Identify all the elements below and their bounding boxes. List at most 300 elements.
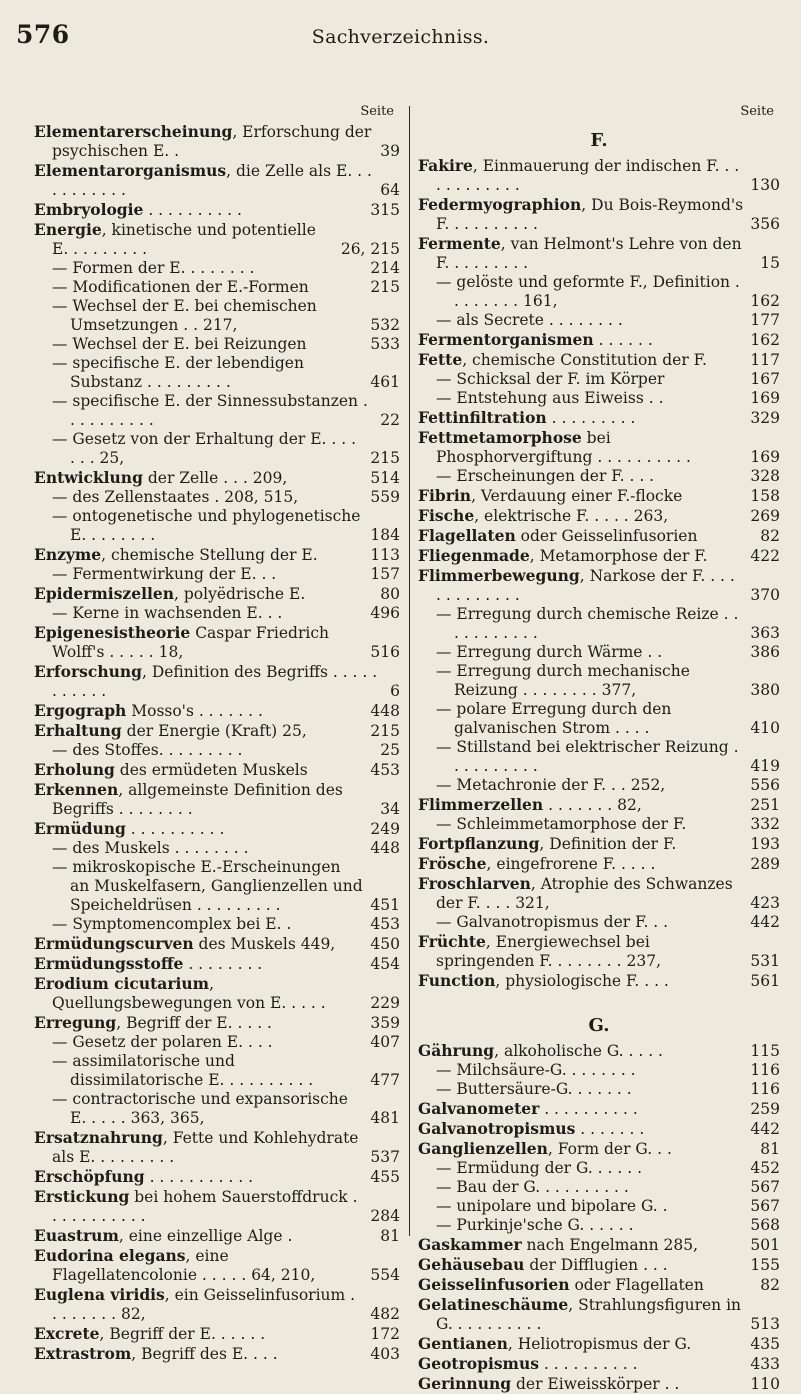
index-entry <box>418 428 780 467</box>
entry-pages: 116 <box>750 1061 780 1079</box>
entry-headword: Flimmerzellen <box>418 795 544 814</box>
letter-heading: F. <box>590 130 608 151</box>
entry-text <box>52 335 364 354</box>
entry-text <box>418 1119 744 1139</box>
entry-description: , chemische Constitution der F. <box>462 351 707 369</box>
entry-headword: Embryologie <box>34 200 144 219</box>
entry-pages: 450 <box>370 935 400 953</box>
entry-pages: 433 <box>750 1355 780 1373</box>
entry-pages: 453 <box>370 915 400 933</box>
index-entry <box>34 1285 400 1324</box>
entry-pages: 559 <box>370 488 400 506</box>
entry-description: Mosso's . . . . . . . <box>126 702 263 720</box>
entry-text <box>52 507 364 545</box>
index-entry <box>418 1354 780 1374</box>
page-header <box>0 20 801 60</box>
entry-pages: 214 <box>370 259 400 277</box>
entry-text <box>34 1324 364 1344</box>
entry-text <box>52 259 364 278</box>
entry-pages: 329 <box>750 409 780 427</box>
column-divider <box>409 106 410 1236</box>
index-entry <box>34 584 400 604</box>
entry-pages: 167 <box>750 370 780 388</box>
index-entry <box>34 741 400 760</box>
entry-text <box>34 780 374 819</box>
entry-text <box>52 858 364 915</box>
entry-headword: Flagellaten <box>418 526 516 545</box>
entry-headword: Gelatineschäume <box>418 1295 569 1314</box>
index-entry <box>418 1139 780 1159</box>
index-entry <box>418 854 780 874</box>
entry-headword: Fettmetamorphose <box>418 428 582 447</box>
entry-description: — Gesetz der polaren E. . . . <box>52 1033 273 1051</box>
entry-pages: 117 <box>750 351 780 369</box>
entry-text <box>418 932 744 971</box>
entry-description: — Erregung durch Wärme . . <box>436 643 663 661</box>
entry-description: — polare Erregung durch den galvanischen Strom . . . . <box>436 700 672 737</box>
entry-headword: Fettinfiltration <box>418 408 547 427</box>
entry-description: — ontogenetische und phylogenetische E. . . . . . . . <box>52 507 361 544</box>
index-entry <box>34 1344 400 1364</box>
entry-description: bei hohem Sauerstoffdruck . . . . . . . . . . . <box>52 1188 358 1225</box>
entry-text <box>34 1344 364 1364</box>
entry-text <box>436 662 744 700</box>
entry-pages: 514 <box>370 469 400 487</box>
entry-description: — Schicksal der F. im Körper <box>436 370 665 388</box>
entry-text <box>52 839 364 858</box>
index-entry <box>418 1041 780 1061</box>
index-entry <box>418 1099 780 1119</box>
entry-description: , Energiewechsel bei springenden F. . . . . . . . 237, <box>436 933 661 970</box>
entry-description: , eingefrorene F. . . . . <box>486 855 656 873</box>
seite-label: Seite <box>740 104 774 119</box>
entry-description: — Wechsel der E. bei Reizungen <box>52 335 307 353</box>
entry-pages: 82 <box>760 1276 780 1294</box>
entry-pages: 215 <box>370 449 400 467</box>
entry-text <box>436 1216 744 1235</box>
entry-pages: 229 <box>370 994 400 1012</box>
index-entry <box>418 370 780 389</box>
entry-pages: 482 <box>370 1305 400 1323</box>
entry-description: , physiologische F. . . . <box>495 972 669 990</box>
entry-description: — Erscheinungen der F. . . . <box>436 467 655 485</box>
entry-description: , Definition des Begriffs . . . . . . . . . . . <box>52 663 378 700</box>
entry-description: . . . . . . . . . . <box>538 1355 638 1373</box>
entry-pages: 454 <box>370 955 400 973</box>
index-column-left <box>34 104 400 1364</box>
index-entry <box>418 874 780 913</box>
entry-headword: Fliegenmade <box>418 546 530 565</box>
entry-description: . . . . . . . . . <box>546 409 636 427</box>
index-entry <box>418 486 780 506</box>
entry-pages: 501 <box>750 1236 780 1254</box>
index-entries <box>418 1041 780 1394</box>
entry-description: . . . . . . . . . . <box>125 820 225 838</box>
entry-text <box>34 1167 364 1187</box>
entry-headword: Fette <box>418 350 463 369</box>
entry-text <box>34 760 364 780</box>
index-entry <box>418 643 780 662</box>
entry-description: — Ermüdung der G. . . . . . <box>436 1159 643 1177</box>
index-entry <box>34 1128 400 1167</box>
entry-pages: 532 <box>370 316 400 334</box>
entry-pages: 158 <box>750 487 780 505</box>
index-entry <box>34 1090 400 1128</box>
entry-text <box>34 954 364 974</box>
index-entry <box>418 156 780 195</box>
entry-description: , van Helmont's Lehre von den F. . . . . . . . . <box>436 235 742 272</box>
entry-pages: 110 <box>750 1375 780 1393</box>
entry-pages: 130 <box>750 176 780 194</box>
entry-description: , Heliotropismus der G. <box>507 1335 692 1353</box>
entry-description: , Atrophie des Schwanzes der F. . . . 321, <box>436 875 733 912</box>
entry-headword: Gerinnung <box>418 1374 512 1393</box>
index-entry <box>34 954 400 974</box>
entry-pages: 169 <box>750 389 780 407</box>
entry-text <box>52 565 364 584</box>
entry-headword: Erstickung <box>34 1187 130 1206</box>
entry-text <box>418 546 744 566</box>
entry-pages: 356 <box>750 215 780 233</box>
entry-headword: Ermüdungscurven <box>34 934 194 953</box>
index-entry <box>418 1275 780 1295</box>
entry-pages: 435 <box>750 1335 780 1353</box>
entry-pages: 455 <box>370 1168 400 1186</box>
entry-headword: Ganglienzellen <box>418 1139 548 1158</box>
entry-headword: Entwicklung <box>34 468 143 487</box>
entry-text <box>436 913 744 932</box>
entry-description: — Purkinje'sche G. . . . . . <box>436 1216 634 1234</box>
entry-headword: Extrastrom <box>34 1344 132 1363</box>
entry-description: — Erregung durch mechanische Reizung . . . . . . . . 377, <box>436 662 690 699</box>
entry-headword: Ergograph <box>34 701 127 720</box>
entry-pages: 448 <box>370 839 400 857</box>
entry-description: , allgemeinste Definition des Begriffs . . . . . . . . <box>52 781 343 818</box>
index-entry <box>34 200 400 220</box>
entry-description: , Metamorphose der F. <box>529 547 708 565</box>
entry-description: nach Engelmann 285, <box>521 1236 699 1254</box>
entry-headword: Energie <box>34 220 102 239</box>
entry-headword: Euglena viridis <box>34 1285 165 1304</box>
entry-text <box>418 330 744 350</box>
entry-description: — Milchsäure-G. . . . . . . . <box>436 1061 636 1079</box>
index-entry <box>34 259 400 278</box>
index-entry <box>418 738 780 776</box>
running-title: Sachverzeichniss. <box>311 26 490 48</box>
entry-text <box>34 1013 364 1033</box>
entry-pages: 452 <box>750 1159 780 1177</box>
entry-pages: 537 <box>370 1148 400 1166</box>
entry-description: , Einmauerung der indischen F. . . . . . . . . . . . <box>436 157 740 194</box>
entry-description: Caspar Friedrich Wolff's . . . . . 18, <box>52 624 329 661</box>
entry-description: , Verdauung einer F.-flocke <box>471 487 683 505</box>
entry-text <box>418 506 744 526</box>
seite-label: Seite <box>360 104 394 119</box>
entry-headword: Frösche <box>418 854 487 873</box>
entry-text <box>34 161 374 200</box>
entry-description: , polyëdrische E. <box>174 585 306 603</box>
entry-text <box>418 1041 744 1061</box>
entry-text <box>34 122 374 161</box>
entry-text <box>418 1255 744 1275</box>
entry-headword: Erkennen <box>34 780 119 799</box>
entry-text <box>436 738 744 776</box>
index-entry <box>34 545 400 565</box>
entry-pages: 81 <box>380 1227 400 1245</box>
entry-headword: Federmyographion <box>418 195 582 214</box>
entry-pages: 380 <box>750 681 780 699</box>
entry-description: der Difflugien . . . <box>524 1256 668 1274</box>
entry-description: — Formen der E. . . . . . . . <box>52 259 255 277</box>
entry-text <box>418 408 744 428</box>
entry-text <box>34 721 364 741</box>
entry-description: — Gesetz von der Erhaltung der E. . . . . . . 25, <box>52 430 357 467</box>
entry-description: , Begriff des E. . . . <box>131 1345 278 1363</box>
entry-text <box>34 1226 374 1246</box>
entry-pages: 116 <box>750 1080 780 1098</box>
entry-headword: Erschöpfung <box>34 1167 145 1186</box>
index-entry <box>418 1080 780 1099</box>
index-entry <box>418 776 780 795</box>
entry-pages: 451 <box>370 896 400 914</box>
entry-description: — Fermentwirkung der E. . . <box>52 565 277 583</box>
entry-description: , eine Flagellatencolonie . . . . . 64, 210, <box>52 1247 316 1284</box>
entry-text <box>34 545 364 565</box>
entry-pages: 315 <box>370 201 400 219</box>
index-entry <box>418 350 780 370</box>
index-entry <box>418 311 780 330</box>
entry-pages: 407 <box>370 1033 400 1051</box>
entry-pages: 249 <box>370 820 400 838</box>
entry-pages: 448 <box>370 702 400 720</box>
entry-text <box>52 354 364 392</box>
index-entry <box>34 839 400 858</box>
entry-text <box>418 195 744 234</box>
entry-text <box>34 584 374 604</box>
entry-text <box>436 1178 744 1197</box>
entry-text <box>52 1033 364 1052</box>
entry-description: — Symptomencomplex bei E. . <box>52 915 292 933</box>
index-entry <box>418 566 780 605</box>
index-entry <box>418 1255 780 1275</box>
entry-description: — specifische E. der lebendigen Substanz . . . . . . . . . <box>52 354 304 391</box>
entry-text <box>418 971 744 991</box>
index-entry <box>418 662 780 700</box>
entry-headword: Excrete <box>34 1324 100 1343</box>
entry-description: — contractorische und expansorische E. . . . . 363, 365, <box>52 1090 348 1127</box>
entry-description: . . . . . . . . . . . <box>144 1168 254 1186</box>
entry-headword: Epidermiszellen <box>34 584 174 603</box>
entry-pages: 6 <box>390 682 400 700</box>
index-entry <box>418 1159 780 1178</box>
entry-text <box>418 1295 744 1334</box>
entry-description: . . . . . . . 82, <box>543 796 642 814</box>
entry-pages: 184 <box>370 526 400 544</box>
entry-text <box>418 1139 754 1159</box>
entry-text <box>436 311 744 330</box>
entry-text <box>418 486 744 506</box>
index-entries <box>34 122 400 1364</box>
index-entry <box>34 468 400 488</box>
index-entry <box>34 488 400 507</box>
entry-text <box>52 1052 364 1090</box>
entry-text <box>52 741 374 760</box>
entry-text <box>418 350 744 370</box>
entry-description: — Metachronie der F. . . 252, <box>436 776 666 794</box>
letter-section <box>418 130 780 991</box>
entry-pages: 453 <box>370 761 400 779</box>
entry-headword: Fakire <box>418 156 473 175</box>
letter-heading: G. <box>588 1015 610 1036</box>
index-entries <box>418 156 780 991</box>
index-entry <box>34 430 400 468</box>
index-entry <box>418 1061 780 1080</box>
entry-pages: 22 <box>380 411 400 429</box>
entry-text <box>418 1099 744 1119</box>
entry-text <box>418 795 744 815</box>
entry-description: , elektrische F. . . . . 263, <box>474 507 669 525</box>
entry-pages: 25 <box>380 741 400 759</box>
entry-text <box>34 200 364 220</box>
entry-text <box>436 467 744 486</box>
index-entry <box>34 819 400 839</box>
entry-headword: Galvanometer <box>418 1099 540 1118</box>
entry-pages: 15 <box>760 254 780 272</box>
entry-pages: 34 <box>380 800 400 818</box>
index-entry <box>34 1033 400 1052</box>
entry-text <box>34 468 364 488</box>
entry-headword: Früchte <box>418 932 486 951</box>
index-entry <box>34 780 400 819</box>
index-entry <box>34 760 400 780</box>
entry-description: — Kerne in wachsenden E. . . <box>52 604 283 622</box>
entry-headword: Function <box>418 971 496 990</box>
index-entry <box>418 467 780 486</box>
entry-pages: 419 <box>750 757 780 775</box>
entry-description: , die Zelle als E. . . . . . . . . . . <box>52 162 372 199</box>
entry-pages: 26, 215 <box>340 240 400 258</box>
entry-pages: 496 <box>370 604 400 622</box>
entry-headword: Fische <box>418 506 475 525</box>
entry-text <box>418 234 754 273</box>
entry-headword: Elementarorganismus <box>34 161 227 180</box>
entry-text <box>52 430 364 468</box>
entry-description: . . . . . . . . <box>183 955 263 973</box>
entry-headword: Gaskammer <box>418 1235 522 1254</box>
entry-headword: Geisselinfusorien <box>418 1275 570 1294</box>
entry-description: , Strahlungsfiguren in G. . . . . . . . . . <box>436 1296 742 1333</box>
index-entry <box>34 623 400 662</box>
entry-pages: 172 <box>370 1325 400 1343</box>
entry-text <box>436 1061 744 1080</box>
entry-pages: 481 <box>370 1109 400 1127</box>
index-entry <box>418 546 780 566</box>
entry-pages: 215 <box>370 278 400 296</box>
entry-pages: 568 <box>750 1216 780 1234</box>
index-entry <box>418 1235 780 1255</box>
entry-headword: Ermüdung <box>34 819 126 838</box>
entry-description: — Wechsel der E. bei chemischen Umsetzungen . . 217, <box>52 297 317 334</box>
entry-text <box>436 1197 744 1216</box>
entry-headword: Ersatznahrung <box>34 1128 163 1147</box>
entry-pages: 513 <box>750 1315 780 1333</box>
index-entry <box>34 662 400 701</box>
entry-pages: 169 <box>750 448 780 466</box>
entry-description: — Schleimmetamorphose der F. <box>436 815 687 833</box>
index-entry <box>418 834 780 854</box>
page-number: 576 <box>16 20 70 49</box>
entry-pages: 269 <box>750 507 780 525</box>
entry-pages: 477 <box>370 1071 400 1089</box>
entry-text <box>34 662 384 701</box>
entry-description: , kinetische und potentielle E. . . . . . . . . <box>52 221 316 258</box>
index-entry <box>34 1013 400 1033</box>
index-entry <box>34 604 400 623</box>
index-entry <box>418 1178 780 1197</box>
entry-pages: 328 <box>750 467 780 485</box>
index-entry <box>418 1374 780 1394</box>
entry-pages: 155 <box>750 1256 780 1274</box>
entry-headword: Erregung <box>34 1013 117 1032</box>
entry-text <box>418 156 744 195</box>
entry-text <box>52 297 364 335</box>
entry-pages: 442 <box>750 913 780 931</box>
entry-text <box>418 854 744 874</box>
entry-pages: 82 <box>760 527 780 545</box>
entry-headword: Epigenesistheorie <box>34 623 191 642</box>
index-entry <box>418 605 780 643</box>
index-entry <box>418 330 780 350</box>
entry-description: — gelöste und geformte F., Definition . . . . . . . . 161, <box>436 273 740 310</box>
entry-pages: 561 <box>750 972 780 990</box>
entry-text <box>436 1159 744 1178</box>
entry-description: — Erregung durch chemische Reize . . . . . . . . . . . <box>436 605 739 642</box>
index-entry <box>418 700 780 738</box>
entry-headword: Erhaltung <box>34 721 122 740</box>
index-entry <box>418 1334 780 1354</box>
entry-description: der Zelle . . . 209, <box>142 469 288 487</box>
entry-pages: 533 <box>370 335 400 353</box>
entry-pages: 39 <box>380 142 400 160</box>
entry-text <box>436 643 744 662</box>
entry-description: , eine einzellige Alge . <box>118 1227 293 1245</box>
index-entry <box>34 122 400 161</box>
entry-text <box>436 273 744 311</box>
entry-description: — des Stoffes. . . . . . . . . <box>52 741 243 759</box>
entry-pages: 162 <box>750 292 780 310</box>
entry-text <box>418 874 744 913</box>
entry-description: oder Flagellaten <box>569 1276 704 1294</box>
entry-pages: 359 <box>370 1014 400 1032</box>
entry-description: — Stillstand bei elektrischer Reizung . . . . . . . . . . <box>436 738 739 775</box>
entry-text <box>418 1374 744 1394</box>
entry-headword: Fermentorganismen <box>418 330 594 349</box>
entry-text <box>52 392 374 430</box>
entry-description: — specifische E. der Sinnessubstanzen . . . . . . . . . . <box>52 392 368 429</box>
index-entry <box>34 1187 400 1226</box>
entry-headword: Fortpflanzung <box>418 834 540 853</box>
entry-pages: 80 <box>380 585 400 603</box>
entry-text <box>34 974 364 1013</box>
entry-pages: 567 <box>750 1197 780 1215</box>
entry-description: des Muskels 449, <box>193 935 336 953</box>
index-column-right <box>418 104 780 1394</box>
entry-description: , Du Bois-Reymond's F. . . . . . . . . . <box>436 196 744 233</box>
index-entry <box>34 565 400 584</box>
index-entry <box>34 1226 400 1246</box>
entry-pages: 251 <box>750 796 780 814</box>
entry-text <box>436 605 744 643</box>
